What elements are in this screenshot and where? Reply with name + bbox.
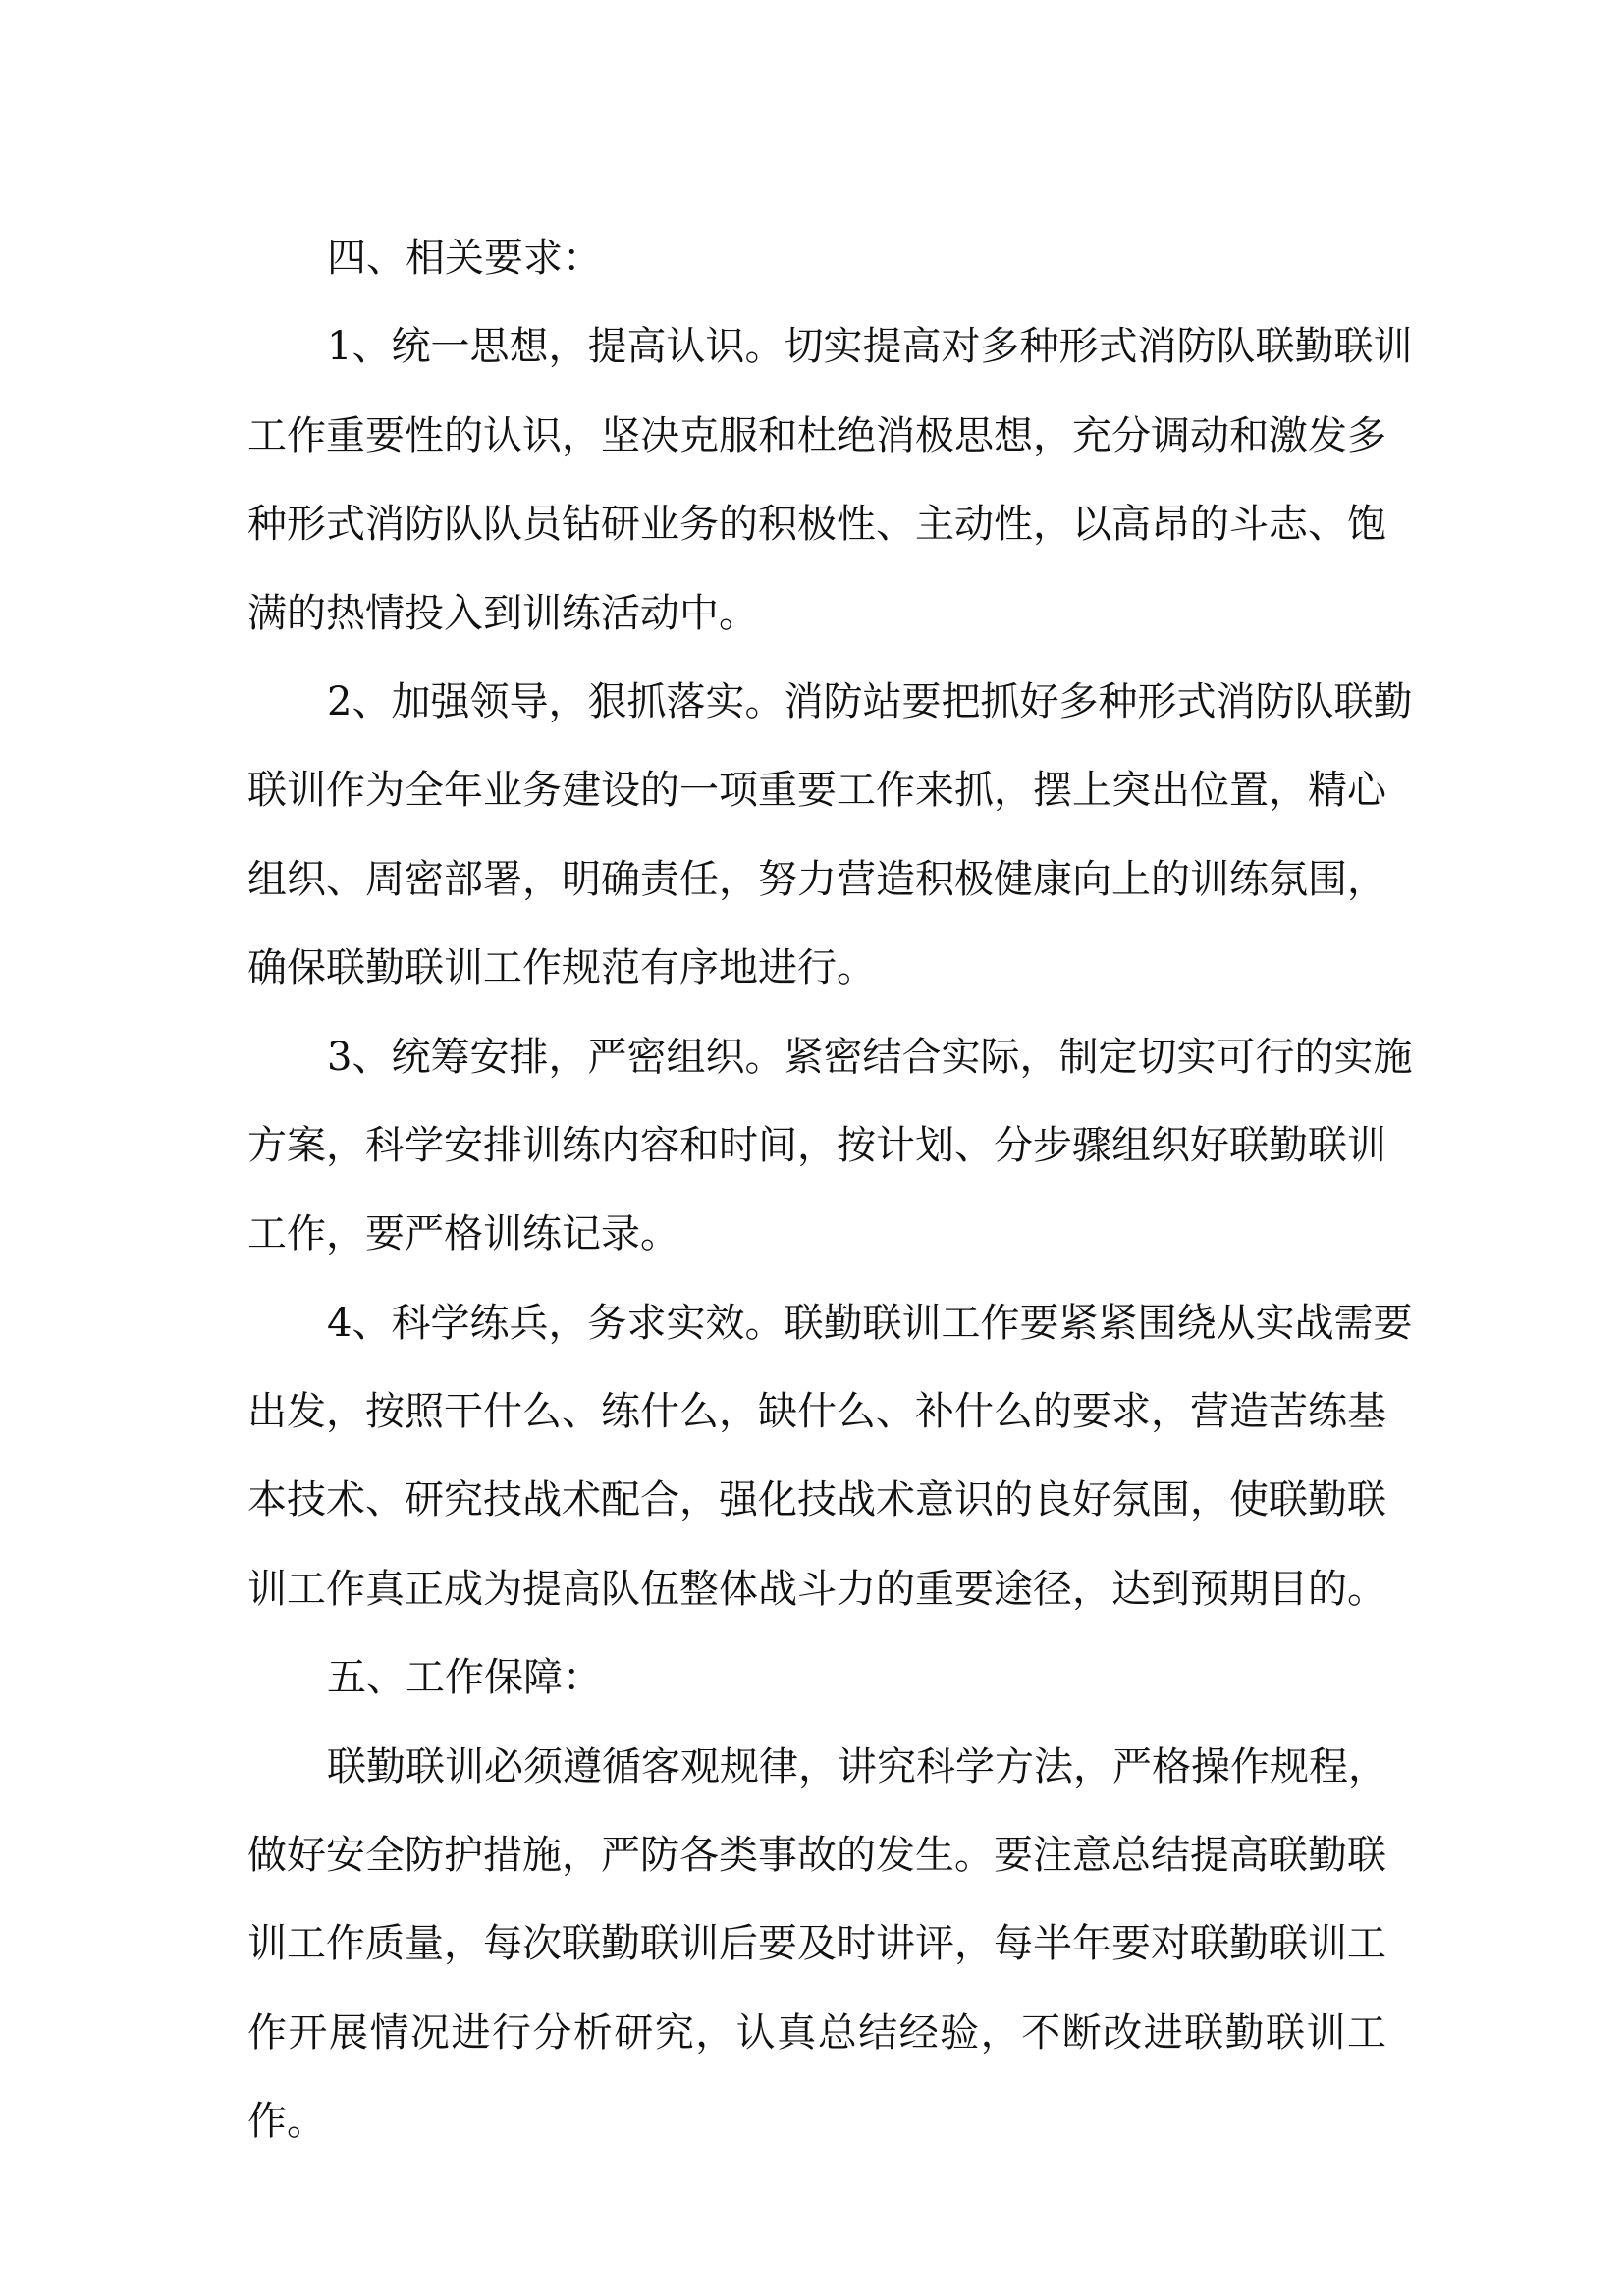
text-line: 确保联勤联训工作规范有序地进行。: [247, 945, 876, 991]
text-line: 种形式消防队队员钻研业务的积极性、主动性，以高昂的斗志、饱: [247, 502, 1386, 548]
paragraph: [247, 658, 1413, 1013]
paragraph: [247, 302, 1413, 658]
text-line: 方案，科学安排训练内容和时间，按计划、分步骤组织好联勤联训: [247, 1122, 1386, 1168]
section-heading: [247, 1633, 1386, 1722]
text-line: 4、科学练兵，务求实效。联勤联训工作要紧紧围绕从实战需要: [327, 1300, 1413, 1346]
text-line: 3、统筹安排，严密组织。紧密结合实际，制定切实可行的实施: [327, 1034, 1413, 1080]
text-line: 工作，要严格训练记录。: [247, 1211, 679, 1257]
text-line: 训工作质量，每次联勤联训后要及时讲评，每半年要对联勤联训工: [247, 1921, 1386, 1967]
text-line: 组织、周密部署，明确责任，努力营造积极健康向上的训练氛围，: [247, 856, 1386, 902]
text-line: 2、加强领导，狠抓落实。消防站要把抓好多种形式消防队联勤: [327, 678, 1413, 724]
text-line: 联勤联训必须遵循客观规律，讲究科学方法，严格操作规程，: [327, 1743, 1387, 1789]
text-line: 四、相关要求：: [327, 236, 602, 281]
paragraph: [247, 1723, 1386, 2166]
text-line: 联训作为全年业务建设的一项重要工作来抓，摆上突出位置，精心: [247, 768, 1386, 814]
text-line: 作开展情况进行分析研究，认真总结经验，不断改进联勤联训工: [247, 2009, 1386, 2056]
text-line: 五、工作保障：: [327, 1655, 602, 1701]
text-line: 满的热情投入到训练活动中。: [247, 590, 758, 636]
text-line: 出发，按照干什么、练什么，缺什么、补什么的要求，营造苦练基: [247, 1389, 1386, 1435]
text-line: 作。: [247, 2099, 326, 2145]
section-heading: [247, 214, 1386, 302]
text-line: 训工作真正成为提高队伍整体战斗力的重要途径，达到预期目的。: [247, 1566, 1386, 1612]
text-line: 工作重要性的认识，坚决克服和杜绝消极思想，充分调动和激发多: [247, 412, 1386, 458]
text-line: 做好安全防护措施，严防各类事故的发生。要注意总结提高联勤联: [247, 1833, 1386, 1879]
document-body: [247, 214, 1413, 2166]
paragraph: [247, 1013, 1413, 1279]
text-line: 本技术、研究技战术配合，强化技战术意识的良好氛围，使联勤联: [247, 1477, 1386, 1523]
paragraph: [247, 1279, 1413, 1634]
text-line: 1、统一思想，提高认识。切实提高对多种形式消防队联勤联训: [327, 324, 1413, 370]
